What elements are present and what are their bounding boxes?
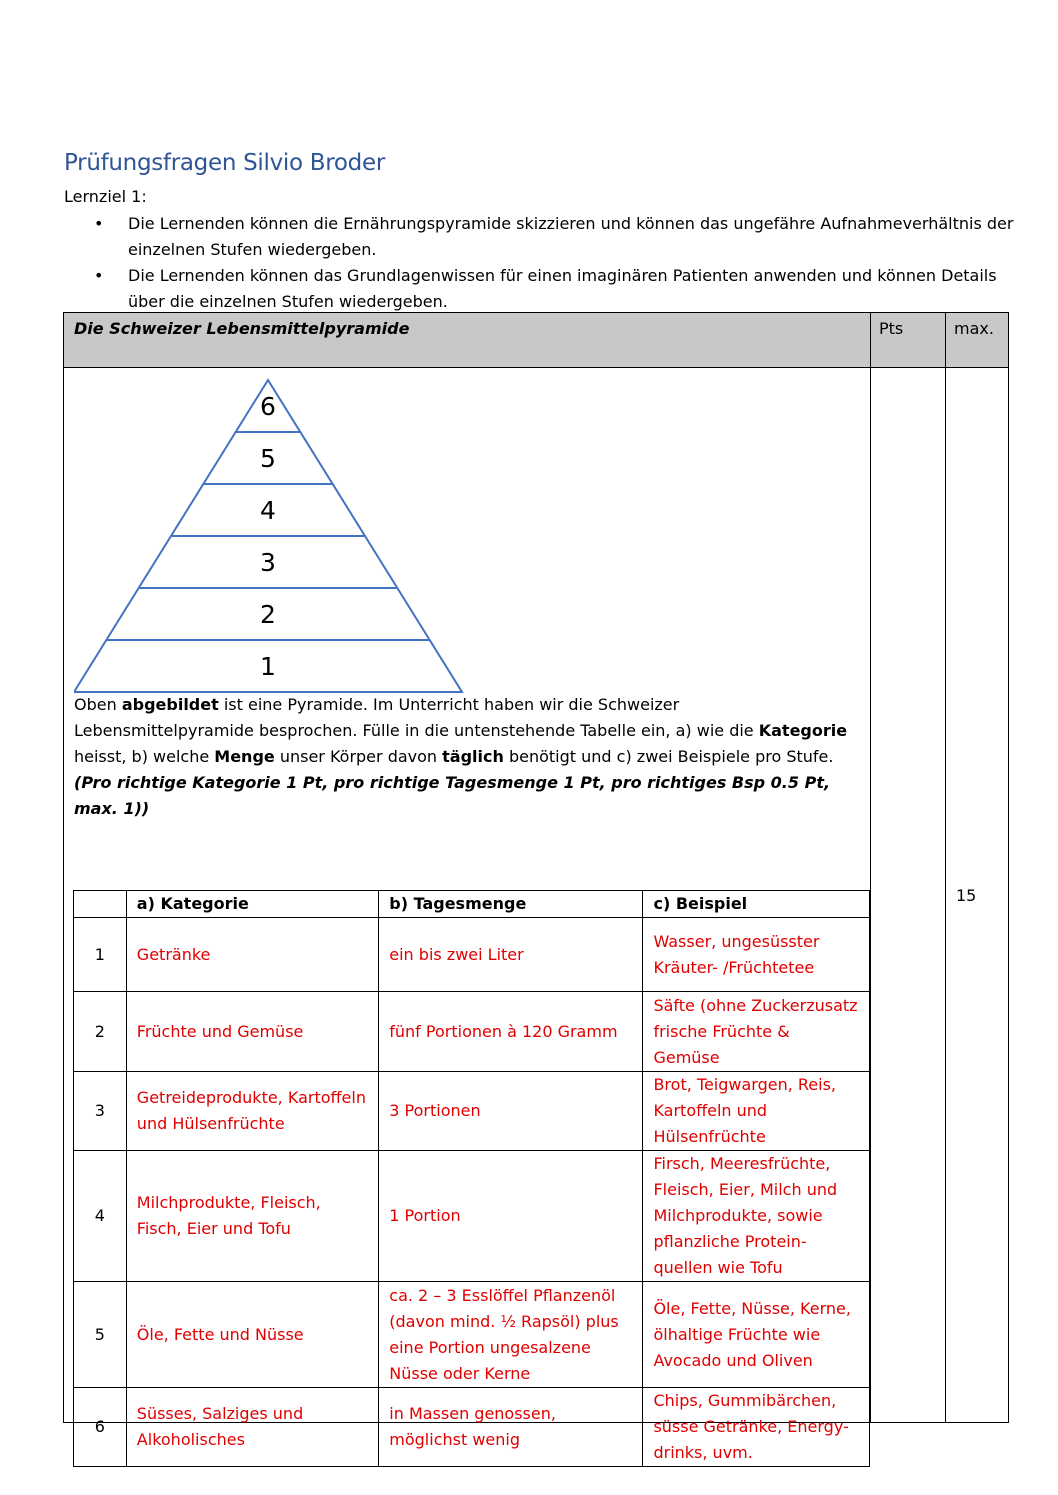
pyramid-diagram [74, 378, 474, 698]
row-number: 4 [74, 1151, 127, 1282]
beispiel-cell: Säfte (ohne Zuckerzusatz frische Früchte & Gemüse [643, 992, 870, 1072]
column-header [74, 891, 127, 918]
column-header: a) Kategorie [126, 891, 378, 918]
table-row [74, 1151, 870, 1282]
menge-cell: 3 Portionen [379, 1072, 643, 1151]
pyramid-level-label: 1 [260, 652, 276, 681]
table-row [74, 1282, 870, 1388]
row-number: 2 [74, 992, 127, 1072]
answer-table [73, 890, 870, 1467]
kategorie-cell: Getränke [126, 918, 378, 992]
menge-cell: 1 Portion [379, 1151, 643, 1282]
row-number: 6 [74, 1388, 127, 1467]
menge-cell: ca. 2 – 3 Esslöffel Pflanzenöl (davon mind. ½ Rapsöl) plus eine Portion ungesalzene Nüsse oder Kerne [379, 1282, 643, 1388]
pts-cell [871, 368, 946, 1423]
row-number: 3 [74, 1072, 127, 1151]
pyramid-level-label: 3 [260, 548, 276, 577]
question-cell [64, 368, 871, 1462]
row-number: 5 [74, 1282, 127, 1388]
answer-table-header [74, 891, 870, 918]
table-row [74, 992, 870, 1072]
exam-table [63, 312, 1009, 1462]
exam-table-header [64, 313, 1009, 368]
max-points-cell: 15 [946, 368, 1009, 1423]
instruction-text: Oben abgebildet ist eine Pyramide. Im Unterricht haben wir die Schweizer Lebensmittelpyramide besprochen. Fülle in die untenstehende Tabelle ein, a) wie die Kategorie heisst, b) welche Menge unser Körper davon täglich benötigt und c) zwei Beispiele pro Stufe. (Pro richtige Kategorie 1 Pt, pro richtige Tagesmenge 1 Pt, pro richtiges Bsp 0.5 Pt, max. 1)) [74, 692, 864, 822]
beispiel-cell: Wasser, ungesüsster Kräuter- /Früchtetee [643, 918, 870, 992]
table-title: Die Schweizer Lebensmittelpyramide [64, 313, 871, 368]
kategorie-cell: Früchte und Gemüse [126, 992, 378, 1072]
table-row [74, 1388, 870, 1467]
table-row [74, 1072, 870, 1151]
beispiel-cell: Firsch, Meeresfrüchte, Fleisch, Eier, Milch und Milchprodukte, sowie pflanzliche Protein-quellen wie Tofu [643, 1151, 870, 1282]
kategorie-cell: Öle, Fette und Nüsse [126, 1282, 378, 1388]
pts-header: Pts [871, 313, 946, 368]
column-header: b) Tagesmenge [379, 891, 643, 918]
bullet-item: • Die Lernenden können das Grundlagenwissen für einen imaginären Patienten anwenden und können Details über die einzelnen Stufen wiedergeben. [64, 263, 1014, 315]
beispiel-cell: Öle, Fette, Nüsse, Kerne, ölhaltige Früchte wie Avocado und Oliven [643, 1282, 870, 1388]
kategorie-cell: Süsses, Salziges und Alkoholisches [126, 1388, 378, 1467]
bullet-item: • Die Lernenden können die Ernährungspyramide skizzieren und können das ungefähre Aufnahmeverhältnis der einzelnen Stufen wiedergeben. [64, 211, 1014, 263]
kategorie-cell: Milchprodukte, Fleisch, Fisch, Eier und Tofu [126, 1151, 378, 1282]
pyramid-level-label: 6 [260, 392, 276, 421]
pyramid-level-label: 5 [260, 444, 276, 473]
beispiel-cell: Brot, Teigwargen, Reis, Kartoffeln und Hülsenfrüchte [643, 1072, 870, 1151]
lernziel-bullets [64, 211, 1014, 315]
exam-table-body [64, 368, 1009, 1423]
table-row [74, 918, 870, 992]
kategorie-cell: Getreideprodukte, Kartoffeln und Hülsenfrüchte [126, 1072, 378, 1151]
menge-cell: fünf Portionen à 120 Gramm [379, 992, 643, 1072]
row-number: 1 [74, 918, 127, 992]
scoring-hint: (Pro richtige Kategorie 1 Pt, pro richtige Tagesmenge 1 Pt, pro richtiges Bsp 0.5 Pt, max. 1)) [74, 773, 831, 818]
max-header: max. [946, 313, 1009, 368]
column-header: c) Beispiel [643, 891, 870, 918]
page-title: Prüfungsfragen Silvio Broder [64, 150, 385, 176]
pyramid-level-label: 2 [260, 600, 276, 629]
menge-cell: ein bis zwei Liter [379, 918, 643, 992]
menge-cell: in Massen genossen, möglichst wenig [379, 1388, 643, 1467]
beispiel-cell: Chips, Gummibärchen, süsse Getränke, Energy-drinks, uvm. [643, 1388, 870, 1467]
lernziel-label: Lernziel 1: [64, 187, 147, 206]
pyramid-level-label: 4 [260, 496, 276, 525]
